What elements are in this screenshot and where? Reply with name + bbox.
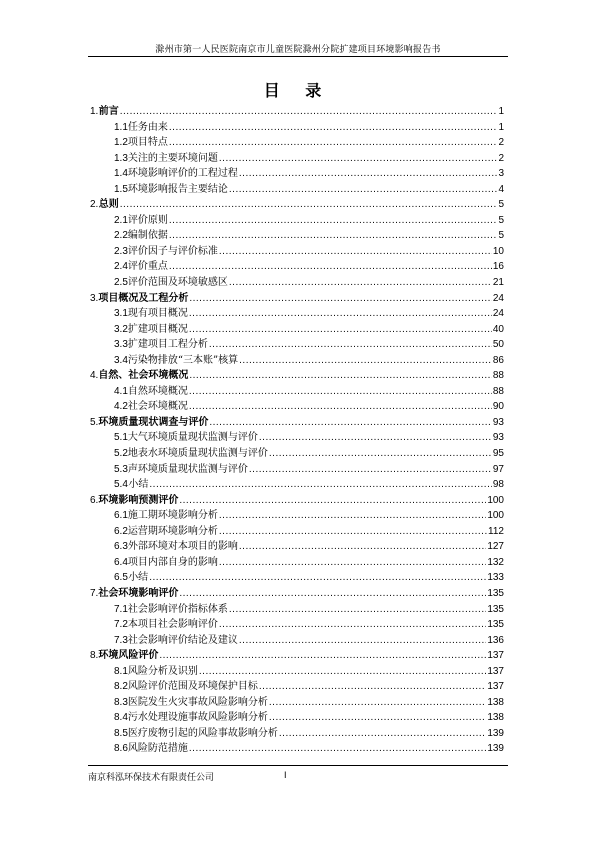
footer-company: 南京科泓环保技术有限责任公司 bbox=[88, 773, 215, 783]
toc-entry-title: 扩建项目概况 bbox=[127, 323, 188, 335]
toc-entry-number: 6.3 bbox=[114, 541, 128, 553]
toc-entry[interactable] bbox=[90, 491, 504, 507]
toc-entry-number: 2. bbox=[90, 199, 99, 211]
toc-entry-page: 90 bbox=[492, 401, 504, 413]
toc-entry[interactable] bbox=[90, 195, 504, 211]
toc-entry-title: 社会环境影响评价 bbox=[98, 587, 179, 599]
toc-entry-number: 2.4 bbox=[114, 261, 128, 273]
toc-dot-leader bbox=[249, 464, 492, 475]
toc-dot-leader bbox=[219, 526, 487, 537]
toc-entry[interactable] bbox=[90, 102, 504, 118]
toc-entry-number: 3.4 bbox=[114, 354, 128, 366]
toc-entry[interactable] bbox=[90, 428, 504, 444]
toc-entry-number: 4.1 bbox=[114, 385, 128, 397]
toc-entry-number: 8. bbox=[90, 650, 99, 662]
toc-entry[interactable] bbox=[90, 739, 504, 755]
toc-entry-page: 100 bbox=[487, 510, 504, 522]
toc-entry[interactable] bbox=[90, 164, 504, 180]
toc-entry-title: 编制依据 bbox=[127, 230, 168, 242]
toc-entry-title: 项目内部自身的影响 bbox=[127, 556, 218, 568]
toc-entry[interactable] bbox=[90, 600, 504, 616]
toc-entry[interactable] bbox=[90, 320, 504, 336]
toc-title: 目 录 bbox=[263, 81, 332, 100]
toc-entry-title: 医疗废物引起的风险事故影响分析 bbox=[127, 727, 278, 739]
toc-entry-title: 现有项目概况 bbox=[127, 308, 188, 320]
toc-entry-page: 139 bbox=[487, 743, 504, 755]
toc-entry-title: 风险评价范围及环境保护目标 bbox=[127, 681, 258, 693]
toc-entry-page: 138 bbox=[487, 712, 504, 724]
toc-entry-title: 施工期环境影响分析 bbox=[127, 510, 218, 522]
toc-entry-number: 6. bbox=[90, 494, 99, 506]
toc-entry-page: 88 bbox=[492, 385, 504, 397]
toc-entry-title: 医院发生火灾事故风险影响分析 bbox=[127, 696, 268, 708]
toc-entry-page: 135 bbox=[487, 603, 504, 615]
toc-entry-page: 135 bbox=[487, 619, 504, 631]
toc-entry-page: 21 bbox=[492, 277, 504, 289]
toc-dot-leader bbox=[239, 635, 486, 646]
toc-entry-page: 137 bbox=[487, 650, 504, 662]
toc-dot-leader bbox=[259, 681, 486, 692]
toc-entry-title: 自然、社会环境概况 bbox=[98, 370, 189, 382]
toc-entry-title: 地表水环境质量现状监测与评价 bbox=[127, 448, 268, 460]
toc-entry-page: 100 bbox=[487, 494, 504, 506]
page-header: 滁州市第一人民医院南京市儿童医院滁州分院扩建项目环境影响报告书 bbox=[155, 45, 441, 55]
toc-entry-title: 关注的主要环境问题 bbox=[127, 152, 218, 164]
toc-entry-title: 社会影响评价结论及建议 bbox=[127, 634, 238, 646]
toc-entry-page: 24 bbox=[492, 292, 504, 304]
toc-entry-number: 5.4 bbox=[114, 479, 128, 491]
toc-entry-page: 4 bbox=[498, 183, 504, 195]
toc-entry-title: 本项目社会影响评价 bbox=[127, 619, 218, 631]
footer-rule bbox=[88, 765, 508, 766]
toc-dot-leader bbox=[209, 417, 492, 428]
toc-entry-number: 5.1 bbox=[114, 432, 128, 444]
toc-dot-leader bbox=[279, 728, 486, 739]
toc-entry-title: 前言 bbox=[98, 106, 119, 117]
toc-entry[interactable] bbox=[90, 584, 504, 600]
toc-entry[interactable] bbox=[90, 226, 504, 242]
toc-entry[interactable] bbox=[90, 662, 504, 678]
toc-entry-page: 136 bbox=[487, 634, 504, 646]
toc-dot-leader bbox=[219, 557, 486, 568]
table-of-contents bbox=[90, 102, 504, 755]
toc-entry-page: 40 bbox=[492, 323, 504, 335]
toc-dot-leader bbox=[219, 510, 486, 521]
toc-entry-title: 项目概况及工程分析 bbox=[98, 292, 189, 304]
toc-entry[interactable] bbox=[90, 460, 504, 476]
toc-entry-title: 风险分析及识别 bbox=[127, 665, 198, 677]
toc-entry-title: 环境质量现状调查与评价 bbox=[98, 416, 209, 428]
toc-dot-leader bbox=[169, 122, 498, 133]
toc-dot-leader bbox=[189, 743, 486, 754]
toc-dot-leader bbox=[120, 106, 498, 117]
toc-entry-title: 扩建项目工程分析 bbox=[127, 339, 208, 351]
toc-dot-leader bbox=[229, 604, 486, 615]
toc-entry-page: 127 bbox=[487, 541, 504, 553]
toc-entry-number: 2.2 bbox=[114, 230, 128, 242]
toc-entry-title: 社会影响评价指标体系 bbox=[127, 603, 228, 615]
toc-entry-number: 6.4 bbox=[114, 556, 128, 568]
toc-dot-leader bbox=[149, 572, 486, 583]
toc-entry-title: 自然环境概况 bbox=[127, 385, 188, 397]
toc-entry[interactable] bbox=[90, 677, 504, 693]
toc-entry-title: 评价因子与评价标准 bbox=[127, 245, 218, 257]
toc-dot-leader bbox=[229, 184, 498, 195]
toc-dot-leader bbox=[149, 479, 491, 490]
toc-entry-number: 7.3 bbox=[114, 634, 128, 646]
toc-entry-number: 1. bbox=[90, 106, 99, 117]
toc-entry[interactable] bbox=[90, 257, 504, 273]
toc-entry-number: 3.3 bbox=[114, 339, 128, 351]
toc-entry-page: 1 bbox=[498, 121, 504, 133]
toc-entry-number: 3.1 bbox=[114, 308, 128, 320]
toc-dot-leader bbox=[169, 215, 498, 226]
toc-entry-page: 3 bbox=[498, 168, 504, 180]
toc-entry-title: 任务由来 bbox=[127, 121, 168, 133]
toc-entry[interactable] bbox=[90, 351, 504, 367]
toc-entry-number: 1.1 bbox=[114, 121, 128, 133]
toc-entry-page: 5 bbox=[498, 199, 504, 211]
toc-entry-title: 声环境质量现状监测与评价 bbox=[127, 463, 248, 475]
toc-entry-number: 1.2 bbox=[114, 137, 128, 149]
toc-entry-title: 评价重点 bbox=[127, 261, 168, 273]
toc-dot-leader bbox=[189, 386, 492, 397]
toc-entry-page: 86 bbox=[492, 354, 504, 366]
toc-entry-title: 环境影响评价的工程过程 bbox=[127, 168, 238, 180]
toc-entry[interactable] bbox=[90, 506, 504, 522]
toc-entry[interactable] bbox=[90, 397, 504, 413]
toc-entry-number: 3.2 bbox=[114, 323, 128, 335]
toc-entry-number: 4.2 bbox=[114, 401, 128, 413]
toc-entry[interactable] bbox=[90, 413, 504, 429]
toc-entry-title: 小结 bbox=[128, 572, 149, 584]
toc-dot-leader bbox=[239, 168, 498, 179]
toc-entry-page: 132 bbox=[487, 556, 504, 568]
toc-entry-title: 污染物排放“三本账”核算 bbox=[127, 354, 239, 366]
toc-entry[interactable] bbox=[90, 304, 504, 320]
toc-dot-leader bbox=[199, 666, 486, 677]
toc-dot-leader bbox=[179, 495, 486, 506]
toc-dot-leader bbox=[239, 355, 492, 366]
toc-dot-leader bbox=[179, 588, 486, 599]
toc-entry-title: 评价原则 bbox=[127, 214, 168, 226]
toc-entry-page: 93 bbox=[492, 416, 504, 428]
toc-entry-page: 135 bbox=[487, 587, 504, 599]
toc-entry[interactable] bbox=[90, 646, 504, 662]
toc-entry-title: 风险防范措施 bbox=[127, 743, 188, 755]
toc-entry[interactable] bbox=[90, 568, 504, 584]
toc-entry-title: 环境风险评价 bbox=[98, 650, 159, 662]
toc-entry[interactable] bbox=[90, 631, 504, 647]
toc-entry-page: 138 bbox=[487, 696, 504, 708]
toc-entry[interactable] bbox=[90, 444, 504, 460]
toc-entry-title: 运营期环境影响分析 bbox=[127, 525, 218, 537]
toc-entry[interactable] bbox=[90, 522, 504, 538]
toc-dot-leader bbox=[169, 137, 498, 148]
toc-entry[interactable] bbox=[90, 475, 504, 491]
toc-entry-title: 社会环境概况 bbox=[127, 401, 188, 413]
toc-entry[interactable] bbox=[90, 273, 504, 289]
toc-entry-page: 139 bbox=[487, 727, 504, 739]
toc-entry-page: 5 bbox=[498, 214, 504, 226]
toc-dot-leader bbox=[209, 339, 492, 350]
toc-entry-page: 2 bbox=[498, 137, 504, 149]
toc-entry-page: 10 bbox=[492, 245, 504, 257]
toc-entry[interactable] bbox=[90, 382, 504, 398]
toc-entry-number: 8.4 bbox=[114, 712, 128, 724]
toc-entry-number: 2.1 bbox=[114, 214, 128, 226]
toc-entry-page: 5 bbox=[498, 230, 504, 242]
toc-entry-page: 98 bbox=[492, 479, 504, 491]
toc-entry-number: 1.5 bbox=[114, 183, 128, 195]
toc-dot-leader bbox=[169, 230, 498, 241]
toc-entry-page: 95 bbox=[492, 448, 504, 460]
toc-entry[interactable] bbox=[90, 211, 504, 227]
toc-entry[interactable] bbox=[90, 366, 504, 382]
toc-entry-number: 6.1 bbox=[114, 510, 128, 522]
toc-dot-leader bbox=[120, 199, 498, 210]
toc-entry[interactable] bbox=[90, 118, 504, 134]
toc-entry-number: 8.2 bbox=[114, 681, 128, 693]
toc-entry-page: 137 bbox=[487, 681, 504, 693]
toc-entry[interactable] bbox=[90, 724, 504, 740]
toc-entry-number: 5. bbox=[90, 416, 99, 428]
toc-entry-title: 环境影响报告主要结论 bbox=[127, 183, 228, 195]
toc-entry-number: 7. bbox=[90, 587, 99, 599]
toc-entry-page: 112 bbox=[488, 525, 504, 537]
toc-dot-leader bbox=[189, 370, 492, 381]
toc-entry[interactable] bbox=[90, 335, 504, 351]
toc-entry[interactable] bbox=[90, 289, 504, 305]
toc-entry-page: 133 bbox=[487, 572, 504, 584]
toc-entry-number: 7.2 bbox=[114, 619, 128, 631]
toc-entry-number: 5.2 bbox=[114, 448, 128, 460]
toc-entry-page: 93 bbox=[492, 432, 504, 444]
toc-entry-page: 97 bbox=[492, 463, 504, 475]
toc-entry-number: 8.1 bbox=[114, 665, 128, 677]
toc-entry-title: 污水处理设施事故风险影响分析 bbox=[127, 712, 268, 724]
toc-entry-number: 8.3 bbox=[114, 696, 128, 708]
toc-entry-number: 1.3 bbox=[114, 152, 128, 164]
toc-dot-leader bbox=[229, 277, 492, 288]
toc-entry-title: 大气环境质量现状监测与评价 bbox=[127, 432, 258, 444]
toc-entry-page: 2 bbox=[498, 152, 504, 164]
toc-entry[interactable] bbox=[90, 537, 504, 553]
toc-entry-number: 4. bbox=[90, 370, 99, 382]
toc-dot-leader bbox=[219, 246, 492, 257]
toc-dot-leader bbox=[159, 650, 486, 661]
toc-entry-page: 24 bbox=[492, 308, 504, 320]
toc-entry-number: 8.6 bbox=[114, 743, 128, 755]
toc-entry[interactable] bbox=[90, 242, 504, 258]
toc-entry-title: 外部环境对本项目的影响 bbox=[127, 541, 238, 553]
toc-entry[interactable] bbox=[90, 693, 504, 709]
toc-entry[interactable] bbox=[90, 180, 504, 196]
toc-entry-title: 小结 bbox=[128, 479, 149, 491]
toc-dot-leader bbox=[219, 153, 498, 164]
toc-dot-leader bbox=[219, 619, 486, 630]
toc-entry[interactable] bbox=[90, 149, 504, 165]
toc-dot-leader bbox=[189, 308, 492, 319]
toc-entry[interactable] bbox=[90, 553, 504, 569]
toc-entry-number: 6.2 bbox=[114, 525, 128, 537]
toc-entry-page: 137 bbox=[487, 665, 504, 677]
toc-entry-page: 16 bbox=[492, 261, 504, 273]
toc-entry-number: 1.4 bbox=[114, 168, 128, 180]
toc-entry-title: 总则 bbox=[98, 199, 119, 211]
toc-dot-leader bbox=[189, 293, 492, 304]
toc-entry-number: 7.1 bbox=[114, 603, 128, 615]
toc-entry[interactable] bbox=[90, 133, 504, 149]
toc-entry-number: 6.5 bbox=[114, 572, 128, 584]
toc-entry-title: 评价范围及环境敏感区 bbox=[127, 277, 228, 289]
footer-page-number: I bbox=[284, 770, 287, 780]
toc-entry-number: 5.3 bbox=[114, 463, 128, 475]
toc-entry-page: 1 bbox=[498, 106, 504, 117]
toc-dot-leader bbox=[189, 324, 492, 335]
toc-dot-leader bbox=[269, 712, 486, 723]
toc-dot-leader bbox=[189, 401, 492, 412]
toc-dot-leader bbox=[169, 261, 492, 272]
toc-entry-number: 3. bbox=[90, 292, 99, 304]
toc-entry-title: 项目特点 bbox=[127, 137, 168, 149]
toc-entry[interactable] bbox=[90, 615, 504, 631]
toc-entry-page: 50 bbox=[492, 339, 504, 351]
toc-dot-leader bbox=[259, 432, 492, 443]
toc-entry-page: 88 bbox=[492, 370, 504, 382]
header-rule bbox=[88, 56, 508, 57]
toc-entry-number: 8.5 bbox=[114, 727, 128, 739]
toc-entry[interactable] bbox=[90, 708, 504, 724]
toc-entry-number: 2.5 bbox=[114, 277, 128, 289]
toc-dot-leader bbox=[269, 697, 486, 708]
toc-entry-title: 环境影响预测评价 bbox=[98, 494, 179, 506]
toc-dot-leader bbox=[239, 541, 486, 552]
toc-entry-number: 2.3 bbox=[114, 245, 128, 257]
toc-dot-leader bbox=[269, 448, 492, 459]
